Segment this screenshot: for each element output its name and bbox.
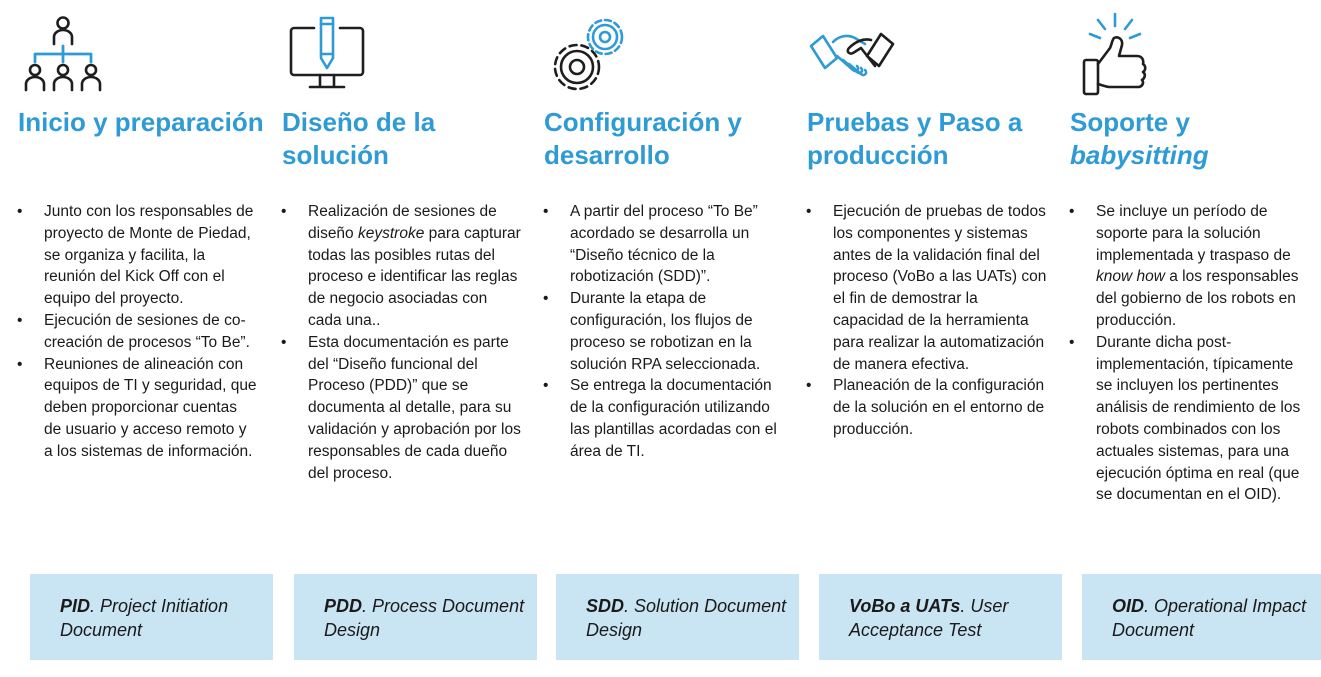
deliverable-abbr: PID (60, 596, 91, 616)
phase-1 (14, 0, 264, 677)
list-item: • Ejecución de pruebas de todos los componentes y sistemas antes de la validación final del proceso (VoBo a las UATs) con el fin de demostrar la capacidad de la herramienta para realizar la automatización de manera efectiva. (803, 201, 1047, 375)
list-item: • Planeación de la configuración de la solución en el entorno de producción. (803, 375, 1047, 440)
bullet-list (540, 201, 784, 463)
deliverable-box (819, 574, 1062, 660)
thumbs-up-icon (1070, 10, 1160, 100)
list-item: • Durante dicha post-implementación, típicamente se incluyen los pertinentes análisis de rendimiento de los robots combinados con los actuales sistemas, para una ejecución óptima en real (que se documentan en el OID). (1066, 332, 1310, 506)
bullet-list (803, 201, 1047, 441)
handshake-icon (807, 10, 897, 100)
bullet-list (1066, 201, 1310, 506)
phase-title: Configuración y desarrollo (544, 107, 742, 170)
deliverable-box (556, 574, 799, 660)
phase-5 (1066, 0, 1316, 677)
deliverable-box (1082, 574, 1321, 660)
deliverable-abbr: VoBo a UATs (849, 596, 961, 616)
phase-3 (540, 0, 790, 677)
phase-4 (803, 0, 1053, 677)
phase-title: Inicio y preparación (18, 107, 264, 137)
deliverable-box (294, 574, 537, 660)
list-item: • Se entrega la documentación de la configuración utilizando las plantillas acordadas con el área de TI. (540, 375, 784, 462)
deliverable-desc: . Solution Document Design (586, 596, 787, 640)
list-item: • Durante la etapa de configuración, los flujos de proceso se robotizan en la solución RPA seleccionada. (540, 288, 784, 375)
monitor-pencil-icon (282, 10, 372, 100)
deliverable-desc: . User Acceptance Test (849, 596, 1009, 640)
list-item: • Esta documentación es parte del “Diseño funcional del Proceso (PDD)” que se documenta al detalle, para su validación y aprobación por los responsables de cada dueño del proceso. (278, 332, 522, 485)
deliverable-abbr: PDD (324, 596, 363, 616)
list-item: • Junto con los responsables de proyecto de Monte de Piedad, se organiza y facilita, la reunión del Kick Off con el equipo del proyecto. (14, 201, 258, 310)
phase-title: Soporte y babysitting (1070, 107, 1209, 170)
deliverable-desc: . Operational Impact Document (1112, 596, 1307, 640)
deliverable-abbr: SDD (586, 596, 625, 616)
deliverable-box (30, 574, 273, 660)
deliverable-desc: . Process Document Design (324, 596, 525, 640)
list-item: • Reuniones de alineación con equipos de TI y seguridad, que deben proporcionar cuentas de usuario y acceso remoto y a los sistemas de información. (14, 354, 258, 463)
list-item: • Se incluye un período de soporte para la solución implementada y traspaso de know how a los responsables del gobierno de los robots en producción. (1066, 201, 1310, 332)
bullet-list (278, 201, 522, 484)
list-item: • A partir del proceso “To Be” acordado se desarrolla un “Diseño técnico de la robotización (SDD)”. (540, 201, 784, 288)
org-chart-icon (18, 10, 108, 100)
bullet-list (14, 201, 258, 463)
list-item: • Realización de sesiones de diseño keystroke para capturar todas las posibles rutas del proceso e identificar las reglas de negocio asociadas con cada una.. (278, 201, 522, 332)
phase-2 (278, 0, 528, 677)
phase-title: Diseño de la solución (282, 107, 436, 170)
gears-icon (544, 10, 634, 100)
deliverable-abbr: OID (1112, 596, 1145, 616)
list-item: • Ejecución de sesiones de co-creación de procesos “To Be”. (14, 310, 258, 354)
deliverable-desc: . Project Initiation Document (60, 596, 229, 640)
phase-title: Pruebas y Paso a producción (807, 107, 1023, 170)
